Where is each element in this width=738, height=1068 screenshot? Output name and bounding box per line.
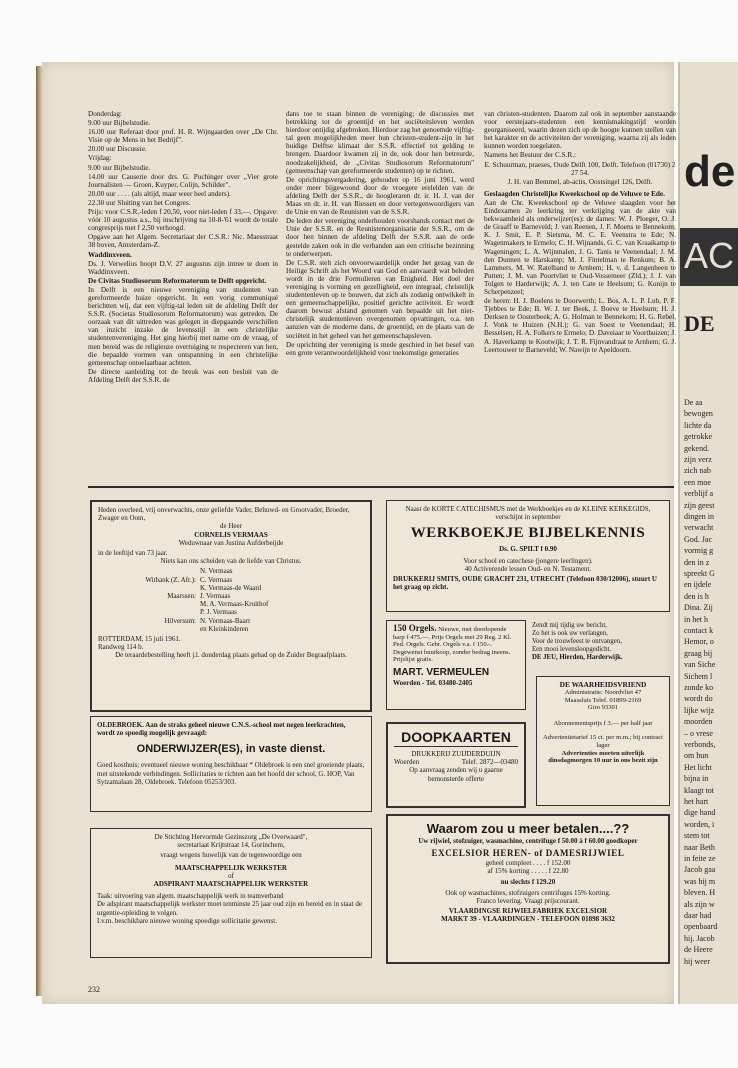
right-page-line: de Heere bbox=[684, 945, 713, 955]
ad-text: vraagt wegens huwelijk van de tegenwoordige een bbox=[160, 851, 302, 860]
right-page-heading-de: de bbox=[684, 147, 736, 196]
ad-title: ADSPIRANT MAATSCHAPPELIJK WERKSTER bbox=[153, 880, 309, 889]
right-page-line: als zijn w bbox=[684, 899, 715, 909]
right-page-line: van Siche bbox=[684, 660, 716, 670]
right-page-line: verbonds, bbox=[684, 740, 716, 749]
right-page-line: graag bij bbox=[684, 648, 713, 658]
right-page-line: dige hand bbox=[684, 808, 716, 818]
ad-text: Advertentietarief 15 ct. per m.m.; bij contract lager bbox=[543, 733, 663, 749]
col3-text: J. H. van Bemmel, ab-actis, Oostsingel 126, Delft. bbox=[507, 177, 653, 186]
right-page-line: was hij m bbox=[684, 876, 716, 886]
right-page-line: dingen in bbox=[684, 512, 714, 521]
right-page-line: Het licht bbox=[684, 762, 712, 772]
col2-text: De oprichtingsvergadering, gehouden op 16 juni 1961, werd onder meer bijgewoond door de vroegere erelelden van de afdeling Delft der S.S.R., de hoogleraren dr. ir. H. J. van der Maas en dr. ir. H. van Riessen en door vertegenwoordigers van de Unie en van de Reunisten van de S.S.R. bbox=[286, 175, 474, 217]
ad-text: Franco levering. Vraagt prijscourant. bbox=[476, 897, 580, 906]
right-page-line: en ijdele bbox=[684, 580, 712, 590]
right-page-line: lijke wijz bbox=[684, 705, 714, 715]
ad-address: Woerden - Tel. 03480-2405 bbox=[393, 678, 473, 687]
obituary-text: Weduwnaar van Justina Aufderbeijde bbox=[178, 538, 284, 547]
ad-text: MARKT 39 - VLAARDINGEN - TELEFOON 01898 3632 bbox=[441, 915, 615, 924]
col1-text: Vrijdag: bbox=[88, 154, 112, 163]
obituary-text: Randweg 114 b. bbox=[98, 643, 144, 652]
col3-text: Namens het Bestuur der C.S.R.: bbox=[484, 151, 577, 160]
right-page-line: wordt do bbox=[684, 694, 713, 704]
ad-text: Woerden bbox=[394, 758, 420, 767]
ad-title: DOOPKAARTEN bbox=[394, 728, 518, 747]
ad-title: Waarom zou u meer betalen....?? bbox=[426, 821, 630, 836]
ad-text: I.v.m. beschikbare nieuwe woning spoedige sollicitatie gewenst. bbox=[97, 916, 277, 925]
ad-text: EXCELSIOR HEREN- of DAMESRIJWIEL bbox=[431, 848, 625, 859]
right-page-line: getrokke bbox=[684, 432, 712, 442]
ad-text: DRUKKERIJ SMITS, OUDE GRACHT 231, UTRECHT (Telefoon 030/12006), stuurt U het graag op zicht. bbox=[393, 575, 657, 592]
ad-text: Ook op wasmachines, stofzuigers centrifuges 15% korting. bbox=[445, 888, 611, 897]
right-page-line: De aa bbox=[684, 398, 703, 407]
ad-text: Voor de trouwfeest te ontvangen, bbox=[532, 638, 622, 645]
obituary-text: in de leeftijd van 73 jaar. bbox=[98, 549, 168, 558]
col1-text: Ds. J. Verwelius hoopt D.V. 27 augustus zijn intree te doen in Waddinxveen. bbox=[88, 259, 278, 276]
right-page-line: contact k bbox=[684, 626, 714, 635]
right-page-line: Jacob gaa bbox=[684, 865, 716, 875]
right-page-subheading: DE bbox=[684, 311, 715, 336]
obituary-text: Heden overleed, vrij onverwachts, onze geliefde Vader, Behuwd- en Grootvader, Broeder, Zwager en Oom, bbox=[98, 506, 350, 523]
family-place: Maarssen: bbox=[167, 592, 196, 601]
col1-text: Prijs: voor C.S.R.-leden f 20,50, voor niet-leden f 33,—. Opgave: vóór 10 augustus a.s., bij inschrijving na 10-8-'61 wordt de totale congresprijs met f 2,50 verhoogd. bbox=[88, 208, 278, 233]
col1-text: Donderdag: bbox=[88, 110, 122, 118]
family-name: N. Vermaas bbox=[200, 567, 233, 576]
right-page-line: klaagt tot bbox=[684, 785, 714, 795]
ad-text: of bbox=[228, 871, 234, 880]
ad-text: Een mooi levensloopgedicht. bbox=[532, 646, 612, 653]
column-3 bbox=[484, 110, 676, 355]
right-page-line: spreekt G bbox=[684, 569, 715, 578]
right-page-line: zijn verz bbox=[684, 455, 712, 464]
ad-text: Uw rijwiel, stofzuiger, wasmachine, centrifuge f 50.00 à f 60.00 goedkoper bbox=[418, 837, 638, 845]
right-page-line: zich nab bbox=[684, 466, 711, 476]
ad-text: Op aanvraag zenden wij u gaarne bemonsterde offerte bbox=[409, 766, 503, 783]
ad-text: VLAARDINGSE RIJWIELFABRIEK EXCELSIOR bbox=[448, 907, 608, 916]
waarheidsvriend-ad bbox=[536, 676, 670, 806]
right-page-line: gekend. bbox=[684, 443, 710, 453]
ad-text: DE JEU, Hierden, Harderwijk. bbox=[532, 654, 623, 661]
orgels-ad bbox=[386, 620, 526, 710]
ad-text: Administratie: Noordvliet 47 bbox=[564, 688, 642, 696]
family-name: C. Vermaas bbox=[200, 575, 233, 584]
column-1 bbox=[88, 110, 278, 385]
right-page-line: bleven. H bbox=[684, 888, 716, 898]
ad-text: Goed kosthuis; eventueel nieuwe woning beschikbaar * Oldebroek is een snel groeiende plaats, met uitstekende verbindingen. Sollicitaties te richten aan het hoofd der school, G. HOP, Van Sytzamalaan 28, Oldebroek. Telefoon 05253/303. bbox=[97, 761, 365, 786]
col1-text: 20.00 uur Discussie. bbox=[88, 145, 147, 154]
ad-text: af 15% korting . . . . . f 22.80 bbox=[487, 867, 569, 876]
col2-text: De oprichting der vereniging is mede geschied in het besef van een grote verantwoordelijkheid voor toekomstige generaties bbox=[286, 340, 474, 357]
ad-text: De Stichting Hervormde Gezinszorg „De Overwaard", bbox=[154, 833, 308, 841]
obituary-family bbox=[98, 567, 364, 633]
right-page-line: Sichem l bbox=[684, 671, 713, 681]
right-page-line: bewogen bbox=[684, 409, 713, 419]
ad-headline: 150 Orgels. bbox=[393, 623, 437, 633]
family-place: Witbank (Z. Afr.): bbox=[145, 575, 196, 584]
ad-title: DE WAARHEIDSVRIEND bbox=[559, 680, 647, 689]
col1-text: 20.00 uur . . . . (als altijd, maar weer heel anders). bbox=[88, 189, 231, 198]
ad-title: MAATSCHAPPELIJK WERKSTER bbox=[175, 863, 287, 872]
right-page-line: een moe bbox=[684, 477, 711, 487]
doopkaarten-ad bbox=[386, 722, 526, 808]
divider bbox=[88, 486, 674, 488]
obituary-name: CORNELIS VERMAAS bbox=[194, 530, 268, 539]
ad-text: Advertenties moeten uiterlijk dinsdagmorgen 10 uur in ons bezit zijn bbox=[548, 749, 658, 765]
right-page-line: worden, i bbox=[684, 819, 715, 829]
col1-text: 14.00 uur Causerie door drs. G. Puchinger over „Vier grote Journalisten — Groen, Kuyper, Colijn, Schilder". bbox=[88, 172, 278, 189]
col3-text: Aan de Chr. Kweekschool op de Veluwe slaagden voor het Eindexamen 2e leerkring ter verkrijging van de akte van bekwaamheid als onderwijzer(es): de dames: W. J. Ploeger, O. J. de Graaff te Barneveld; J. van Reenen, J. F. Moens te Bennekom; K. J. Smit, E. P. Sietsma, M. C. E. Veenstra te Ede; N. Wagenmakers te Ermelo; C. H. Wijnands, G. C. van Kraaikamp te Wageningen; L. A. Wijnmalen, J. G. Tanis te Veenendaal; J. M. den Dunnen te Harskamp; M. J. Fintelman te Renkum; B. A. Lammers, M. W. Ratelband te Arnhem; H. v. d. Langenheen te Putten; J. M. van Poortvliet te Oud-Vossemeer (Zld.); J. J. van Tolgen te Harderwijk; A. J. ten Cate te Heelsum; G. Konijn te Scherpenzeel; bbox=[484, 198, 676, 296]
right-page-line: vormig g bbox=[684, 546, 714, 556]
col3-heading: Geslaagden Christelijke Kweekschool op de Veluwe te Ede. bbox=[484, 189, 665, 198]
right-page-line: Hemor, o bbox=[684, 637, 714, 647]
ad-text: OLDEBROEK. Aan de straks geheel nieuwe C.N.S.-school met negen leerkrachten, wordt zo spoedig mogelijk gevraagd: bbox=[97, 721, 346, 738]
obituary-text: De teraardebestelling heeft j.l. donderdag plaats gehad op de Zuider Begraafplaats. bbox=[115, 651, 347, 660]
gezinszorg-ad bbox=[90, 828, 372, 958]
ad-text: Giro 93301 bbox=[587, 704, 619, 712]
col2-text: dans toe te staan binnen de vereniging; de discussies met betrekking tot de groentijd en het sociëteitsleven werden hierdoor ontijdig afgebroken. Hierdoor zag het genoemde vijftig-tal geen mogelijkheden meer hun christen-student-zijn in het huidige Delftse klimaat der S.S.R. effectief tot gelding te brengen. Daardoor kwamen zij in de, ook door hen betreurde, noodzakelijkheid, de „Civitas Studiosorum Reformatorum" (gemeenschap van gereformeerde studenten) op te richten. bbox=[286, 110, 474, 175]
col1-text: Opgave aan het Algem. Secretariaat der C.S.R.: Nic. Maesstraat 38 boven, Amsterdam-Z. bbox=[88, 233, 278, 250]
family-place: Hilversum: bbox=[164, 616, 196, 625]
family-name: M. A. Vermaas-Kruithof bbox=[200, 600, 269, 609]
col3-text: de heren: H. J. Boelens te Doorwerth; L. Bos, A. L. P. Lub, P. F. Tjebbes te Ede; B. W. J. ter Beek, J. Boeve te Heelsum; H. J. Derksen te Oosterbeek; A. G. Holman te Bennekom; H. G. Rebel, J. Vonk te Huizen (N.H.); G. van Soest te Veenendaal; H. Besselsen, H. A. Folkers te Ermelo; D. Daveiaar te Voorthuizen; J. A. Haverkamp te Kootwijk; J. T. R. Fijnvandraat te Arnhem; G. J. Leertouwer te Barneveld; W. Nawijn te Apeldoorn. bbox=[484, 297, 676, 354]
ad-text: 40 Activerende lessen Oud- en N. Testament. bbox=[464, 564, 592, 573]
right-page-line: den is h bbox=[684, 591, 709, 601]
oldebroek-ad bbox=[90, 716, 372, 812]
ad-text: Telef. 2872—03480 bbox=[461, 758, 518, 767]
right-page-line: den in z bbox=[684, 557, 710, 567]
ad-text: Nieuwe, met doorlopende harp f 475.—. Prijs Orgels met 29 Reg. 2 Kl. Ped. Orgels. Gebr. Orgels v.a. f 150.-. Degewenst huurkoop, zonder bedrag ineens. Prijslijst gratis. bbox=[393, 626, 512, 664]
col1-text: 9.00 uur Bijbelstudie. bbox=[88, 163, 151, 172]
col1-heading: Waddinxveen. bbox=[88, 250, 132, 259]
col1-text: 16.00 uur Referaat door prof. H. R. Wijngaarden over „De Chr. Visie op de Mens in het Bedrijf". bbox=[88, 128, 278, 145]
family-name: en Kleinkinderen bbox=[200, 624, 249, 633]
ad-name: MART. VERMEULEN bbox=[393, 666, 490, 678]
right-page-line: – o vrese bbox=[684, 728, 713, 738]
right-page-line: het hart bbox=[684, 797, 709, 806]
right-page-line: verwacht bbox=[684, 523, 714, 533]
ad-text: Abonnementsprijs f 3.— per half jaar bbox=[553, 720, 653, 728]
right-page-line: hij. Jacob bbox=[684, 933, 715, 943]
right-page-line: stem tot bbox=[684, 831, 710, 841]
ad-text: Taak: uitvoering van algem. maatschappelijk werk in teamverband bbox=[97, 892, 284, 901]
right-page-line: bijna in bbox=[684, 774, 709, 784]
right-page-line: zijn geest bbox=[684, 500, 715, 510]
ad-text: Naast de KORTE CATECHISMUS met de Werkboekjes en de KLEINE KERKEGIDS, verschijnt in september bbox=[405, 505, 651, 522]
obituary-text: ROTTERDAM, 15 juli 1961. bbox=[98, 635, 181, 644]
right-page-line: naar Beth bbox=[684, 842, 715, 852]
obituary-ad bbox=[90, 500, 372, 712]
right-page-line: verblijf a bbox=[684, 489, 714, 499]
ad-text: Zo het is ook uw verlangen, bbox=[532, 630, 608, 637]
col1-heading: De Civitas Studiosorum Reformatorum te Delft opgericht. bbox=[88, 276, 267, 285]
family-name: P. J. Vermaas bbox=[200, 608, 237, 617]
family-name: J. Vermaas bbox=[200, 592, 231, 601]
right-page-line: zonde ko bbox=[684, 683, 714, 692]
right-page-line: God. Jac bbox=[684, 534, 712, 544]
col2-text: De leden der vereniging onderhouden voorshands contact met de Unie der S.S.R. en de Reunistenorganisatie der S.S.R., om de door hen binnen de afdeling Delft der S.S.R. aan de orde gestelde zaken ook in die verbanden aan een critische bezinning te onderwerpen. bbox=[286, 217, 474, 258]
excelsior-ad bbox=[386, 814, 670, 964]
ad-text: secretariaat Krijtstraat 14, Gorinchem, bbox=[177, 841, 285, 850]
right-page-line: lichte da bbox=[684, 420, 712, 430]
ad-author: Ds. G. SPILT f 0.90 bbox=[499, 545, 557, 554]
right-page-line: Dina. Zij bbox=[684, 603, 713, 613]
ad-title: ONDERWIJZER(ES), in vaste dienst. bbox=[136, 743, 326, 756]
right-page-line: openbaard bbox=[684, 922, 718, 932]
col1-text: De directe aanleiding tot de breuk was een besluit van de Afdeling Delft der S.S.R. de bbox=[88, 367, 278, 384]
right-page-line: in feite ze bbox=[684, 854, 716, 863]
col3-text: E. Schuurman, praeses, Oude Delft 100, Delft. Telefoon (01730) 2 27 54. bbox=[484, 160, 676, 177]
right-page-line: om hun bbox=[684, 751, 709, 761]
family-name: K. Vermaas-de Waard bbox=[200, 583, 262, 592]
ad-text: Maassluis Telef. 01899-2169 bbox=[564, 696, 642, 704]
obituary-text: Niets kan ons scheiden van de liefde van Christus. bbox=[160, 557, 302, 566]
col1-text: In Delft is een nieuwe vereniging van studenten van gereformeerde huize opgericht. In een vorig communiqué berichtten wij, dat een vijftig-tal leden uit de afdeling Delft der S.S.R. (Societas Studiosorum Reformatorum) was getreden. De oorzaak van dit uittreden was gelegen in diepgaande verschillen van inzicht inzake de levensstijl in een christelijke studentenvereniging. Het ging hierbij met name om de vraag, of men bereid was de religieuze overtuiging te respecteren van hen, die bepaalde vormen van ontspanning in een christelijke gemeenschap ontoelaatbaar achtten. bbox=[88, 285, 278, 367]
right-page-line: daar had bbox=[684, 911, 712, 920]
ad-title: WERKBOEKJE BIJBELKENNIS bbox=[410, 525, 646, 542]
col1-text: 22.30 uur Sluiting van het Congres. bbox=[88, 198, 191, 207]
dejeu-ad bbox=[532, 622, 672, 662]
col2-text: De C.S.R. stelt zich onvoorwaardelijk onder het gezag van de Heilige Schrift als het Woord van God en aanvaardt wat beleden wordt in de drie Formulieren van Enigheid. Het doel der vereniging is vorming en gezelligheid, een integraal, christelijk studentenleven op te bouwen, dat zich als zodanig ontwikkelt in een gemeenschappelijke, positief gerichte activiteit. Er wordt daarom bewust afstand genomen van bepaalde uit het niet-christelijk studentenleven overgenomen opvattingen, o.a. ten aanzien van de moderne dans, de groentijd, en de plaats van de sociëteit in het geheel van het gemeenschapsleven. bbox=[286, 258, 474, 340]
col3-text: van christen-studenten. Daarom zal ook in september aanstaande voor eerstejaars-studenten een kennismakingstijd worden georganiseerd, waarin dezen zich op de hoogte kunnen stellen van het karakter en de activiteiten der vereniging, waarna zij als leden kunnen worden toegelaten. bbox=[484, 110, 676, 151]
ad-text: nu slechts f 129.20 bbox=[500, 877, 556, 886]
right-page-line: in het h bbox=[684, 614, 708, 624]
ad-text: Voor school en catechese (jongere leerlingen). bbox=[463, 556, 593, 565]
ad-text: DRUKKERIJ ZUIJDERDUIJN bbox=[411, 750, 501, 758]
family-name: N. Vermaas-Baart bbox=[200, 616, 251, 625]
ad-text: Zendt mij tijdig uw bericht, bbox=[532, 622, 607, 629]
right-page-banner-text: AC bbox=[684, 235, 735, 276]
ad-text: geheel compleet . . . . f 152.00 bbox=[485, 859, 571, 868]
col1-text: 9.00 uur Bijbelstudie. bbox=[88, 119, 151, 128]
obituary-text: de Heer bbox=[220, 522, 242, 531]
right-page-line: moorden bbox=[684, 717, 713, 727]
ad-text: De adspirant maatschappelijk werkster moet tenminste 25 jaar oud zijn en bereid en in staat de urgentie-opleiding te volgen. bbox=[97, 900, 362, 917]
column-2 bbox=[286, 110, 474, 358]
right-page-line: hij weer bbox=[684, 956, 710, 966]
page-number: 232 bbox=[88, 985, 100, 994]
werkboekje-ad bbox=[386, 500, 670, 612]
